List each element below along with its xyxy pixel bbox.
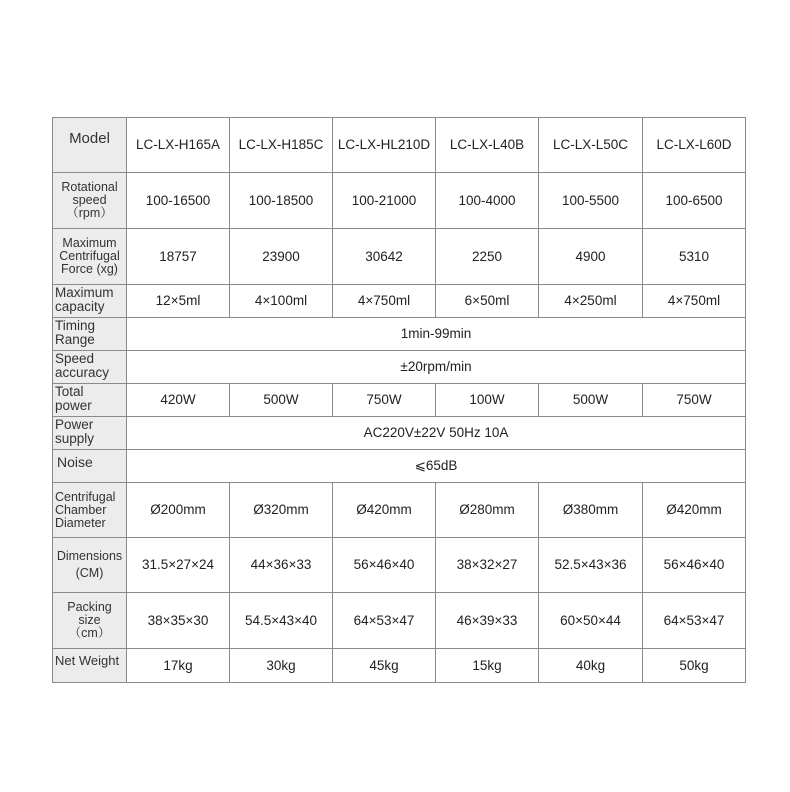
label-line: Force (xg) [61, 262, 118, 276]
label-line: speed [72, 193, 107, 207]
cell-packing-size: 60×50×44 [539, 593, 643, 649]
label-model: Model [53, 118, 127, 173]
cell-max-capacity: 4×750ml [643, 285, 746, 318]
label-line: Range [55, 332, 95, 347]
cell-max-capacity: 6×50ml [436, 285, 539, 318]
cell-dimensions: 31.5×27×24 [127, 538, 230, 593]
cell-chamber-diameter: Ø420mm [643, 483, 746, 538]
label-line: supply [55, 431, 95, 446]
model-name: LC-LX-L40B [436, 118, 539, 173]
label-line: Dimensions [56, 549, 123, 563]
cell-rotational-speed: 100-16500 [127, 173, 230, 229]
cell-dimensions: 38×32×27 [436, 538, 539, 593]
row-chamber-diameter [53, 483, 746, 538]
label-timing-range [53, 318, 127, 351]
label-line: Total [55, 384, 84, 399]
spec-table [52, 117, 746, 683]
cell-chamber-diameter: Ø200mm [127, 483, 230, 538]
label-line: capacity [55, 299, 105, 314]
label-line: Maximum [62, 236, 117, 250]
cell-chamber-diameter: Ø320mm [230, 483, 333, 538]
row-speed-accuracy [53, 351, 746, 384]
cell-chamber-diameter: Ø280mm [436, 483, 539, 538]
cell-dimensions: 56×46×40 [333, 538, 436, 593]
cell-chamber-diameter: Ø420mm [333, 483, 436, 538]
label-max-capacity [53, 285, 127, 318]
cell-max-capacity: 4×250ml [539, 285, 643, 318]
cell-net-weight: 50kg [643, 649, 746, 683]
row-total-power [53, 384, 746, 417]
cell-speed-accuracy: ±20rpm/min [127, 351, 746, 384]
row-dimensions [53, 538, 746, 593]
label-line: （rpm） [66, 206, 113, 220]
row-net-weight [53, 649, 746, 683]
model-name: LC-LX-L50C [539, 118, 643, 173]
cell-total-power: 750W [643, 384, 746, 417]
cell-max-force: 18757 [127, 229, 230, 285]
label-line: accuracy [55, 365, 110, 380]
label-noise: Noise [53, 450, 127, 483]
cell-packing-size: 38×35×30 [127, 593, 230, 649]
cell-noise: ⩽65dB [127, 450, 746, 483]
cell-net-weight: 17kg [127, 649, 230, 683]
label-net-weight: Net Weight [53, 649, 127, 683]
label-line: （cm） [68, 626, 111, 640]
cell-packing-size: 64×53×47 [643, 593, 746, 649]
label-line: Maximum [55, 285, 114, 300]
cell-max-capacity: 4×750ml [333, 285, 436, 318]
label-packing-size [53, 593, 127, 649]
label-max-force [53, 229, 127, 285]
label-speed-accuracy [53, 351, 127, 384]
row-packing-size [53, 593, 746, 649]
cell-dimensions: 56×46×40 [643, 538, 746, 593]
cell-packing-size: 64×53×47 [333, 593, 436, 649]
cell-total-power: 500W [230, 384, 333, 417]
label-line: Timing [55, 318, 96, 333]
cell-rotational-speed: 100-6500 [643, 173, 746, 229]
label-line: (CM) [75, 566, 104, 580]
cell-net-weight: 40kg [539, 649, 643, 683]
label-line: size [78, 613, 101, 627]
cell-timing-range: 1min-99min [127, 318, 746, 351]
label-line: Chamber [55, 503, 107, 517]
label-line: Packing [67, 600, 112, 614]
label-line: power [55, 398, 92, 413]
cell-dimensions: 52.5×43×36 [539, 538, 643, 593]
cell-total-power: 750W [333, 384, 436, 417]
cell-max-force: 5310 [643, 229, 746, 285]
cell-max-force: 4900 [539, 229, 643, 285]
cell-rotational-speed: 100-21000 [333, 173, 436, 229]
row-max-force [53, 229, 746, 285]
label-line: Rotational [61, 180, 118, 194]
cell-net-weight: 30kg [230, 649, 333, 683]
cell-packing-size: 54.5×43×40 [230, 593, 333, 649]
model-name: LC-LX-L60D [643, 118, 746, 173]
cell-packing-size: 46×39×33 [436, 593, 539, 649]
label-total-power [53, 384, 127, 417]
cell-dimensions: 44×36×33 [230, 538, 333, 593]
label-line: Centrifugal [55, 490, 116, 504]
model-name: LC-LX-H165A [127, 118, 230, 173]
cell-max-force: 2250 [436, 229, 539, 285]
cell-total-power: 100W [436, 384, 539, 417]
cell-max-force: 30642 [333, 229, 436, 285]
cell-rotational-speed: 100-5500 [539, 173, 643, 229]
row-model [53, 118, 746, 173]
cell-total-power: 500W [539, 384, 643, 417]
label-chamber-diameter [53, 483, 127, 538]
label-line: Centrifugal [59, 249, 120, 263]
label-line: Speed [55, 351, 95, 366]
label-line: Diameter [55, 516, 106, 530]
label-rotational-speed [53, 173, 127, 229]
cell-rotational-speed: 100-4000 [436, 173, 539, 229]
row-rotational-speed [53, 173, 746, 229]
cell-power-supply: AC220V±22V 50Hz 10A [127, 417, 746, 450]
model-name: LC-LX-H185C [230, 118, 333, 173]
label-power-supply [53, 417, 127, 450]
model-name: LC-LX-HL210D [333, 118, 436, 173]
row-timing-range [53, 318, 746, 351]
cell-rotational-speed: 100-18500 [230, 173, 333, 229]
cell-chamber-diameter: Ø380mm [539, 483, 643, 538]
cell-max-capacity: 12×5ml [127, 285, 230, 318]
cell-net-weight: 45kg [333, 649, 436, 683]
label-line: Power [55, 417, 94, 432]
cell-max-force: 23900 [230, 229, 333, 285]
cell-total-power: 420W [127, 384, 230, 417]
cell-net-weight: 15kg [436, 649, 539, 683]
cell-max-capacity: 4×100ml [230, 285, 333, 318]
label-dimensions [53, 538, 127, 593]
row-noise [53, 450, 746, 483]
row-max-capacity [53, 285, 746, 318]
row-power-supply [53, 417, 746, 450]
